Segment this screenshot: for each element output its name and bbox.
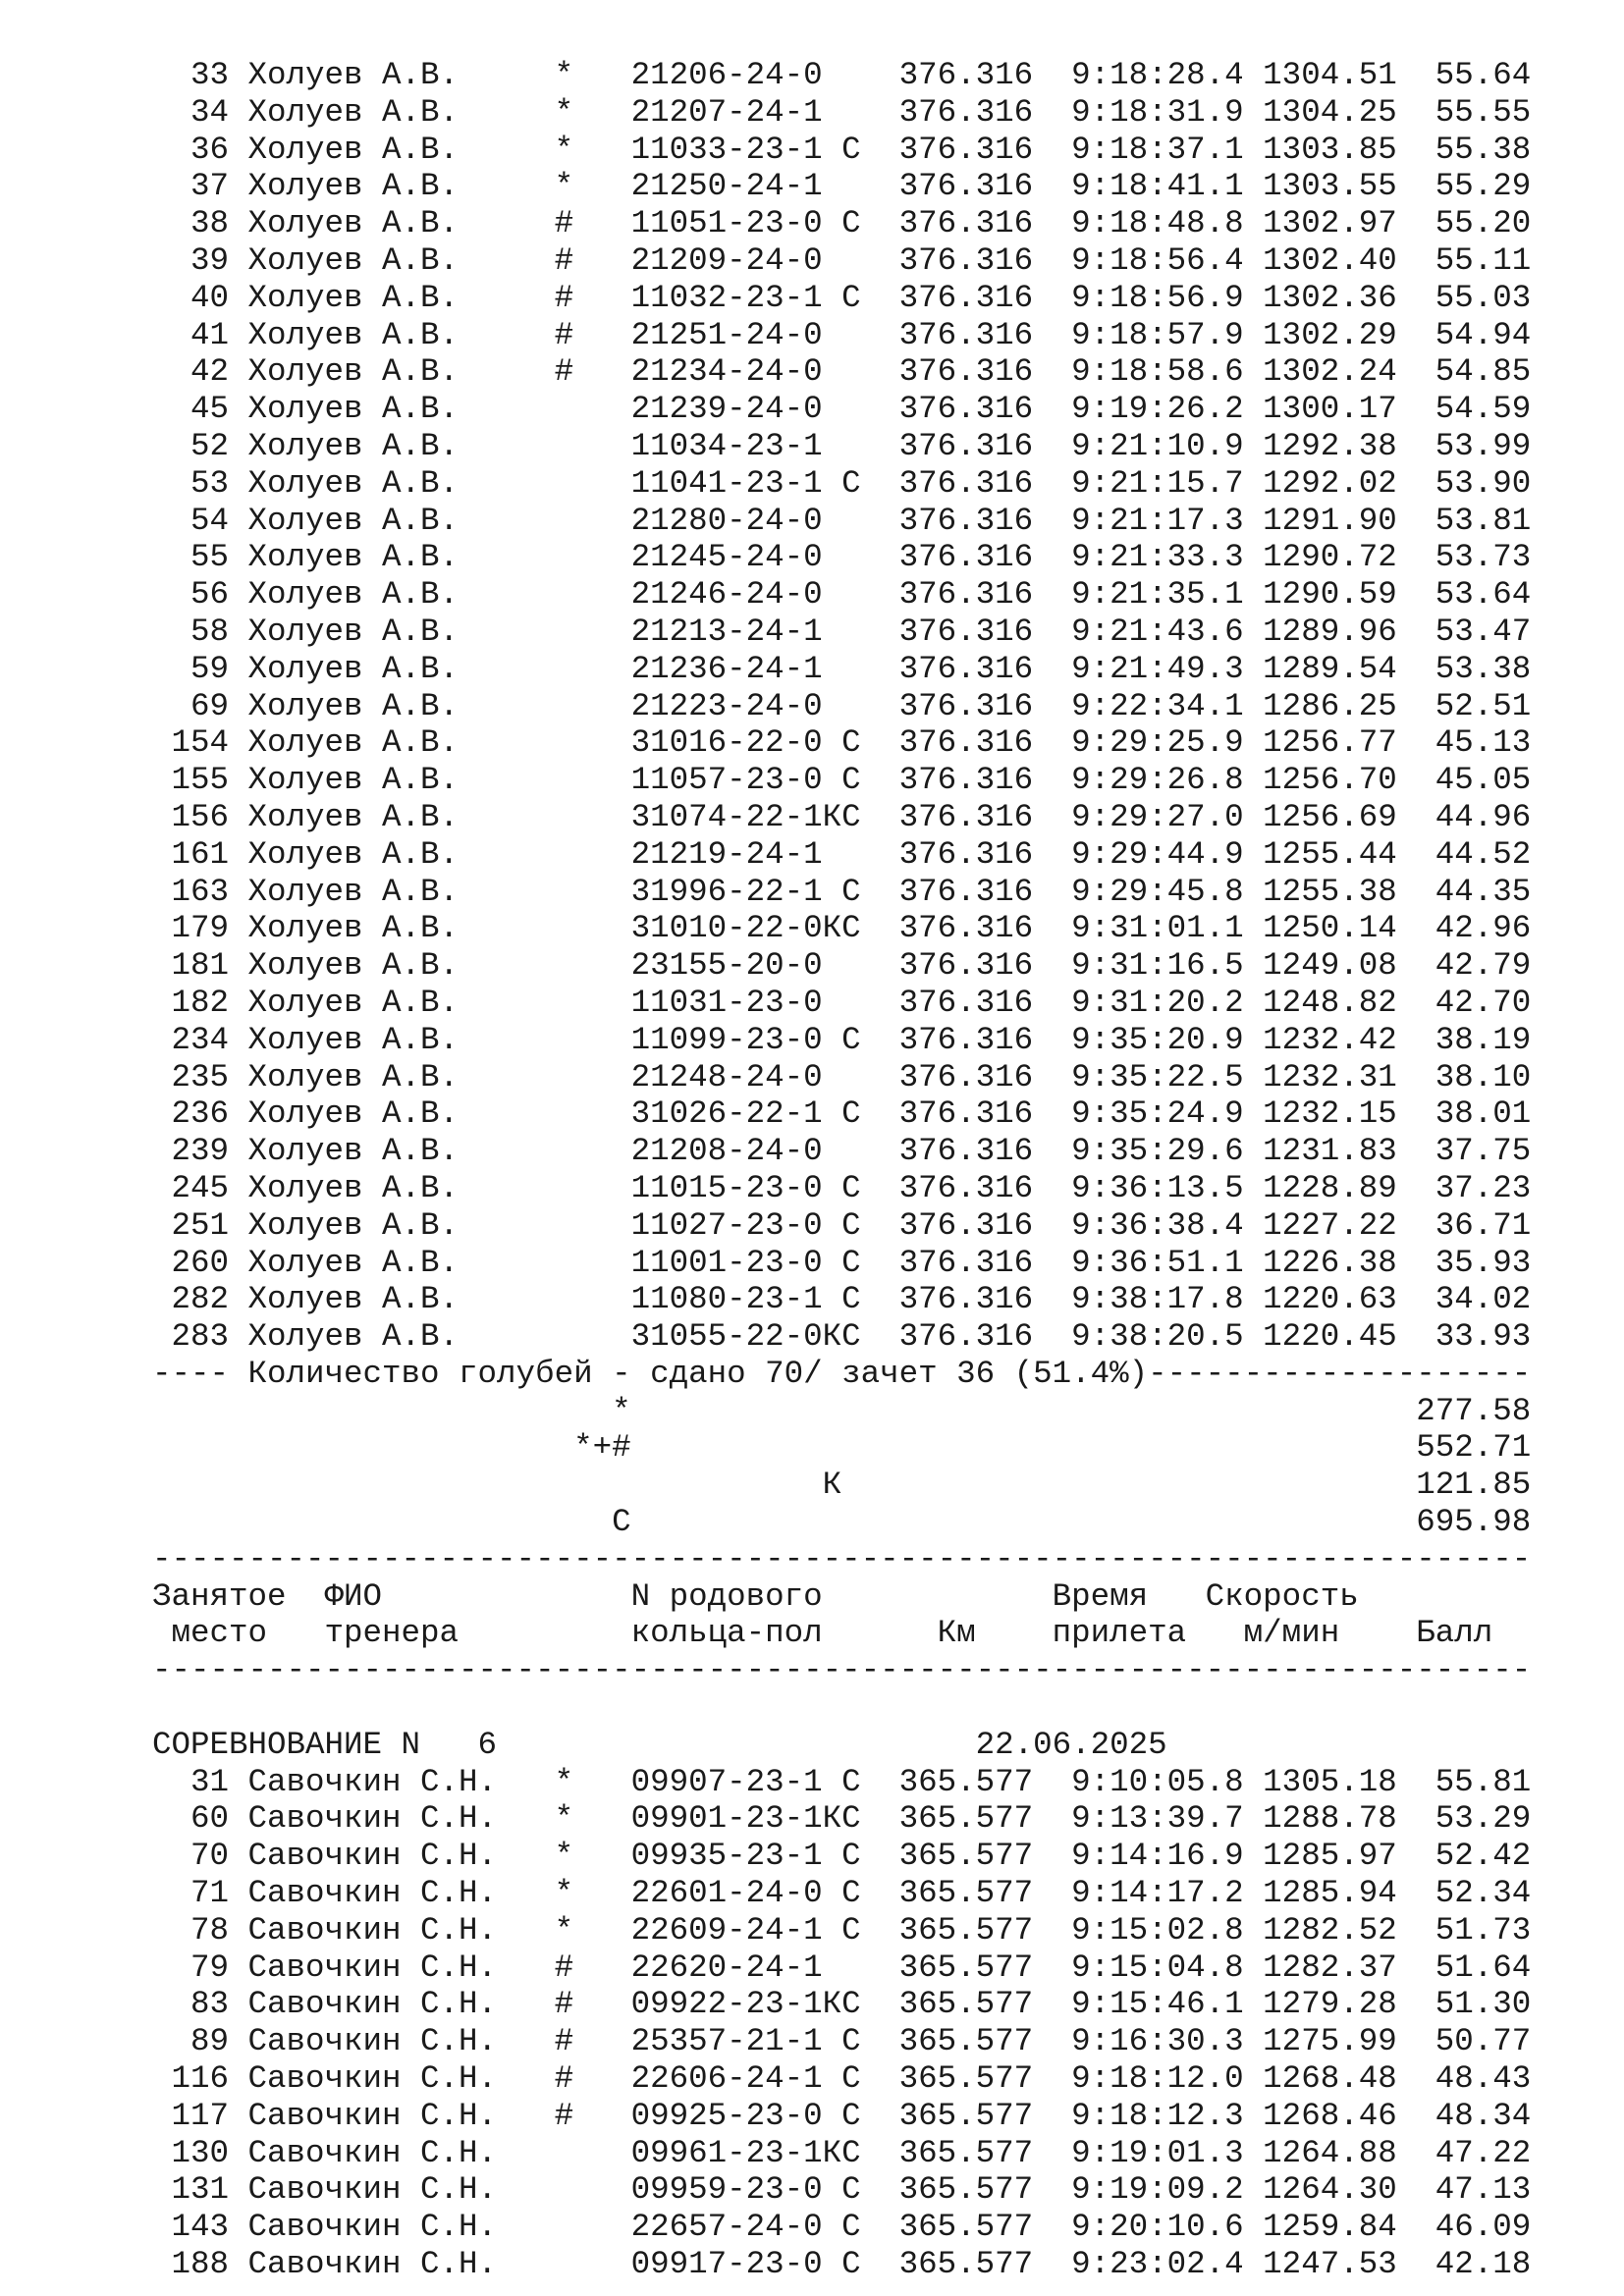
result-row: 34 Холуев А.В. * 21207-24-1 376.316 9:18:31.9 1304.25 55.55 (152, 93, 1532, 131)
result-row: 89 Савочкин С.Н. # 25357-21-1 С 365.577 9:16:30.3 1275.99 50.77 (152, 2023, 1532, 2060)
result-row: 234 Холуев А.В. 11099-23-0 С 376.316 9:35:20.9 1232.42 38.19 (152, 1021, 1532, 1058)
result-row: 39 Холуев А.В. # 21209-24-0 376.316 9:18:56.4 1302.40 55.11 (152, 241, 1532, 279)
result-row: 33 Холуев А.В. * 21206-24-0 376.316 9:18:28.4 1304.51 55.64 (152, 57, 1532, 93)
result-row: 143 Савочкин С.Н. 22657-24-0 С 365.577 9:20:10.6 1259.84 46.09 (152, 2209, 1532, 2246)
result-row: 163 Холуев А.В. 31996-22-1 С 376.316 9:29:45.8 1255.38 44.35 (152, 873, 1532, 910)
result-row: 42 Холуев А.В. # 21234-24-0 376.316 9:18:58.6 1302.24 54.85 (152, 353, 1532, 391)
column-header-row: место тренера кольца-пол Км прилета м/мин Балл (152, 1615, 1493, 1652)
column-header-row: Занятое ФИО N родового Время Скорость (152, 1577, 1359, 1615)
result-row: 182 Холуев А.В. 11031-23-0 376.316 9:31:20.2 1248.82 42.70 (152, 984, 1532, 1021)
result-row: 239 Холуев А.В. 21208-24-0 376.316 9:35:29.6 1231.83 37.75 (152, 1133, 1532, 1170)
result-row: 79 Савочкин С.Н. # 22620-24-1 365.577 9:15:04.8 1282.37 51.64 (152, 1949, 1532, 1986)
competition-report (152, 57, 1531, 2283)
result-row: 52 Холуев А.В. 11034-23-1 376.316 9:21:10.9 1292.38 53.99 (152, 427, 1532, 464)
result-row: 83 Савочкин С.Н. # 09922-23-1КС 365.577 9:15:46.1 1279.28 51.30 (152, 1986, 1532, 2023)
result-row: 235 Холуев А.В. 21248-24-0 376.316 9:35:22.5 1232.31 38.10 (152, 1058, 1532, 1095)
competition-heading: СОРЕВНОВАНИЕ N 6 22.06.2025 (152, 1726, 1167, 1763)
result-row: 78 Савочкин С.Н. * 22609-24-1 С 365.577 9:15:02.8 1282.52 51.73 (152, 1911, 1532, 1949)
result-row: 283 Холуев А.В. 31055-22-0КС 376.316 9:38:20.5 1220.45 33.93 (152, 1318, 1532, 1356)
result-row: 282 Холуев А.В. 11080-23-1 С 376.316 9:38:17.8 1220.63 34.02 (152, 1281, 1532, 1318)
result-row: 154 Холуев А.В. 31016-22-0 С 376.316 9:29:25.9 1256.77 45.13 (152, 724, 1532, 762)
result-row: 53 Холуев А.В. 11041-23-1 С 376.316 9:21:15.7 1292.02 53.90 (152, 464, 1532, 502)
result-row: 31 Савочкин С.Н. * 09907-23-1 С 365.577 9:10:05.8 1305.18 55.81 (152, 1763, 1532, 1800)
category-total-row: К 121.85 (152, 1467, 1532, 1504)
result-row: 70 Савочкин С.Н. * 09935-23-1 С 365.577 9:14:16.9 1285.97 52.42 (152, 1838, 1532, 1875)
result-row: 156 Холуев А.В. 31074-22-1КС 376.316 9:29:27.0 1256.69 44.96 (152, 798, 1532, 835)
result-row: 188 Савочкин С.Н. 09917-23-0 С 365.577 9:23:02.4 1247.53 42.18 (152, 2246, 1532, 2283)
result-row: 131 Савочкин С.Н. 09959-23-0 С 365.577 9:19:09.2 1264.30 47.13 (152, 2171, 1532, 2209)
separator-line: ------------------------------------------------------------------------ (152, 1540, 1532, 1577)
separator-line: ------------------------------------------------------------------------ (152, 1652, 1532, 1689)
result-row: 36 Холуев А.В. * 11033-23-1 С 376.316 9:18:37.1 1303.85 55.38 (152, 131, 1532, 168)
result-row: 69 Холуев А.В. 21223-24-0 376.316 9:22:34.1 1286.25 52.51 (152, 687, 1532, 724)
result-row: 56 Холуев А.В. 21246-24-0 376.316 9:21:35.1 1290.59 53.64 (152, 576, 1532, 614)
result-row: 116 Савочкин С.Н. # 22606-24-1 С 365.577 9:18:12.0 1268.48 48.43 (152, 2060, 1532, 2098)
result-row: 130 Савочкин С.Н. 09961-23-1КС 365.577 9:19:01.3 1264.88 47.22 (152, 2134, 1532, 2171)
result-row: 40 Холуев А.В. # 11032-23-1 С 376.316 9:18:56.9 1302.36 55.03 (152, 279, 1532, 316)
result-row: 38 Холуев А.В. # 11051-23-0 С 376.316 9:18:48.8 1302.97 55.20 (152, 205, 1532, 242)
blank-line (152, 1689, 1531, 1727)
category-total-row: С 695.98 (152, 1504, 1532, 1541)
result-row: 260 Холуев А.В. 11001-23-0 С 376.316 9:36:51.1 1226.38 35.93 (152, 1244, 1532, 1281)
result-row: 181 Холуев А.В. 23155-20-0 376.316 9:31:16.5 1249.08 42.79 (152, 947, 1532, 985)
result-row: 117 Савочкин С.Н. # 09925-23-0 С 365.577 9:18:12.3 1268.46 48.34 (152, 2097, 1532, 2134)
summary-line: ---- Количество голубей - сдано 70/ зачет 36 (51.4%)-------------------- (152, 1355, 1532, 1392)
result-row: 54 Холуев А.В. 21280-24-0 376.316 9:21:17.3 1291.90 53.81 (152, 502, 1532, 539)
result-row: 55 Холуев А.В. 21245-24-0 376.316 9:21:33.3 1290.72 53.73 (152, 539, 1532, 576)
result-row: 161 Холуев А.В. 21219-24-1 376.316 9:29:44.9 1255.44 44.52 (152, 835, 1532, 873)
result-row: 37 Холуев А.В. * 21250-24-1 376.316 9:18:41.1 1303.55 55.29 (152, 168, 1532, 205)
result-row: 251 Холуев А.В. 11027-23-0 С 376.316 9:36:38.4 1227.22 36.71 (152, 1206, 1532, 1244)
result-row: 179 Холуев А.В. 31010-22-0КС 376.316 9:31:01.1 1250.14 42.96 (152, 910, 1532, 947)
result-row: 245 Холуев А.В. 11015-23-0 С 376.316 9:36:13.5 1228.89 37.23 (152, 1169, 1532, 1206)
result-row: 60 Савочкин С.Н. * 09901-23-1КС 365.577 9:13:39.7 1288.78 53.29 (152, 1800, 1532, 1838)
result-row: 41 Холуев А.В. # 21251-24-0 376.316 9:18:57.9 1302.29 54.94 (152, 316, 1532, 353)
category-total-row: * 277.58 (152, 1392, 1532, 1429)
result-row: 58 Холуев А.В. 21213-24-1 376.316 9:21:43.6 1289.96 53.47 (152, 613, 1532, 650)
result-row: 59 Холуев А.В. 21236-24-1 376.316 9:21:49.3 1289.54 53.38 (152, 650, 1532, 687)
result-row: 45 Холуев А.В. 21239-24-0 376.316 9:19:26.2 1300.17 54.59 (152, 391, 1532, 428)
result-row: 71 Савочкин С.Н. * 22601-24-0 С 365.577 9:14:17.2 1285.94 52.34 (152, 1875, 1532, 1912)
result-row: 236 Холуев А.В. 31026-22-1 С 376.316 9:35:24.9 1232.15 38.01 (152, 1095, 1532, 1133)
result-row: 155 Холуев А.В. 11057-23-0 С 376.316 9:29:26.8 1256.70 45.05 (152, 762, 1532, 799)
category-total-row: *+# 552.71 (152, 1429, 1532, 1467)
